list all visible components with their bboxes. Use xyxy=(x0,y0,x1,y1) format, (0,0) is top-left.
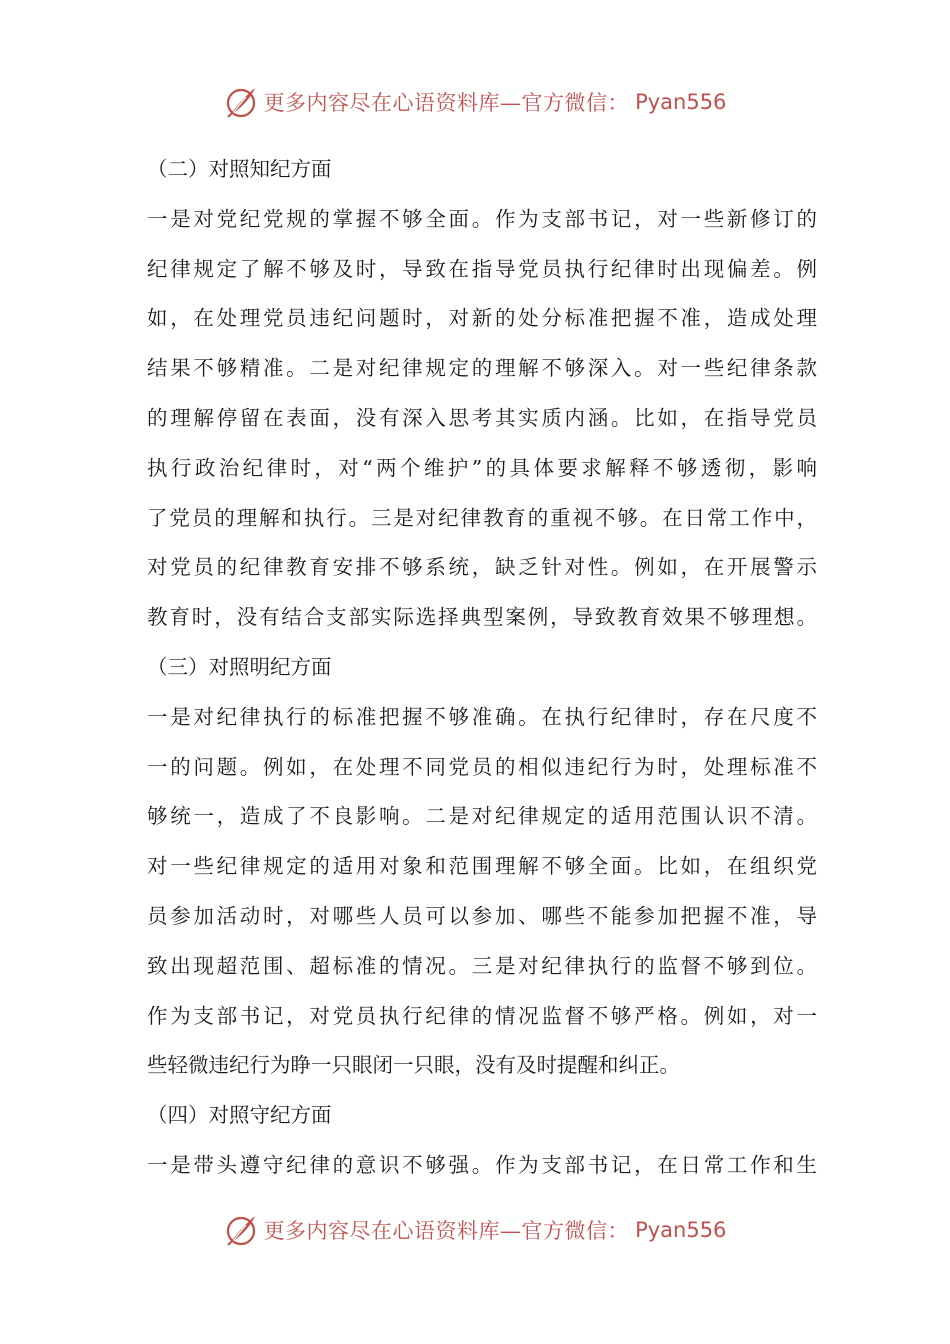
section-heading-mingji: （三）对照明纪方面 xyxy=(147,654,332,679)
watermark-wechat-id: Pyan556 xyxy=(635,90,727,114)
header-watermark xyxy=(0,82,950,122)
paragraph-line: 对党员的纪律教育安排不够系统，缺乏针对性。例如，在开展警示 xyxy=(147,555,817,580)
paragraph-line: 够统一，造成了不良影响。二是对纪律规定的适用范围认识不清。 xyxy=(147,804,817,829)
paragraph-line: 了党员的理解和执行。三是对纪律教育的重视不够。在日常工作中， xyxy=(147,505,817,530)
quill-pen-icon xyxy=(224,1213,258,1247)
paragraph-line: 员参加活动时，对哪些人员可以参加、哪些不能参加把握不准，导 xyxy=(147,903,817,928)
paragraph-line: 一的问题。例如，在处理不同党员的相似违纪行为时，处理标准不 xyxy=(147,754,817,779)
footer-watermark xyxy=(0,1210,950,1250)
quill-pen-icon xyxy=(224,85,258,119)
watermark-text: 更多内容尽在心语资料库—官方微信： xyxy=(263,1219,630,1243)
section-heading-zhiji: （二）对照知纪方面 xyxy=(147,157,332,181)
section-heading-shouji: （四）对照守纪方面 xyxy=(147,1103,332,1128)
paragraph-line: 对一些纪律规定的适用对象和范围理解不够全面。比如，在组织党 xyxy=(147,854,817,879)
paragraph-line: 纪律规定了解不够及时，导致在指导党员执行纪律时出现偏差。例 xyxy=(147,256,817,281)
watermark-wechat-id: Pyan556 xyxy=(635,1218,727,1242)
paragraph-line: 教育时，没有结合支部实际选择典型案例，导致教育效果不够理想。 xyxy=(147,605,817,630)
paragraph-line: 作为支部书记，对党员执行纪律的情况监督不够严格。例如，对一 xyxy=(147,1003,817,1028)
paragraph-line: 执行政治纪律时，对“两个维护”的具体要求解释不够透彻，影响 xyxy=(147,455,817,480)
paragraph-line: 的理解停留在表面，没有深入思考其实质内涵。比如，在指导党员 xyxy=(147,405,817,430)
paragraph-line: 结果不够精准。二是对纪律规定的理解不够深入。对一些纪律条款 xyxy=(147,356,817,381)
paragraph-line: 一是带头遵守纪律的意识不够强。作为支部书记，在日常工作和生 xyxy=(147,1152,817,1177)
paragraph-line: 些轻微违纪行为睁一只眼闭一只眼，没有及时提醒和纠正。 xyxy=(147,1053,680,1078)
watermark-text: 更多内容尽在心语资料库—官方微信： xyxy=(263,91,630,115)
paragraph-line: 致出现超范围、超标准的情况。三是对纪律执行的监督不够到位。 xyxy=(147,953,817,978)
document-body xyxy=(147,145,817,1191)
paragraph-line: 如，在处理党员违纪问题时，对新的处分标准把握不准，造成处理 xyxy=(147,306,817,331)
paragraph-line: 一是对纪律执行的标准把握不够准确。在执行纪律时，存在尺度不 xyxy=(147,704,817,729)
paragraph-line: 一是对党纪党规的掌握不够全面。作为支部书记，对一些新修订的 xyxy=(147,206,817,231)
